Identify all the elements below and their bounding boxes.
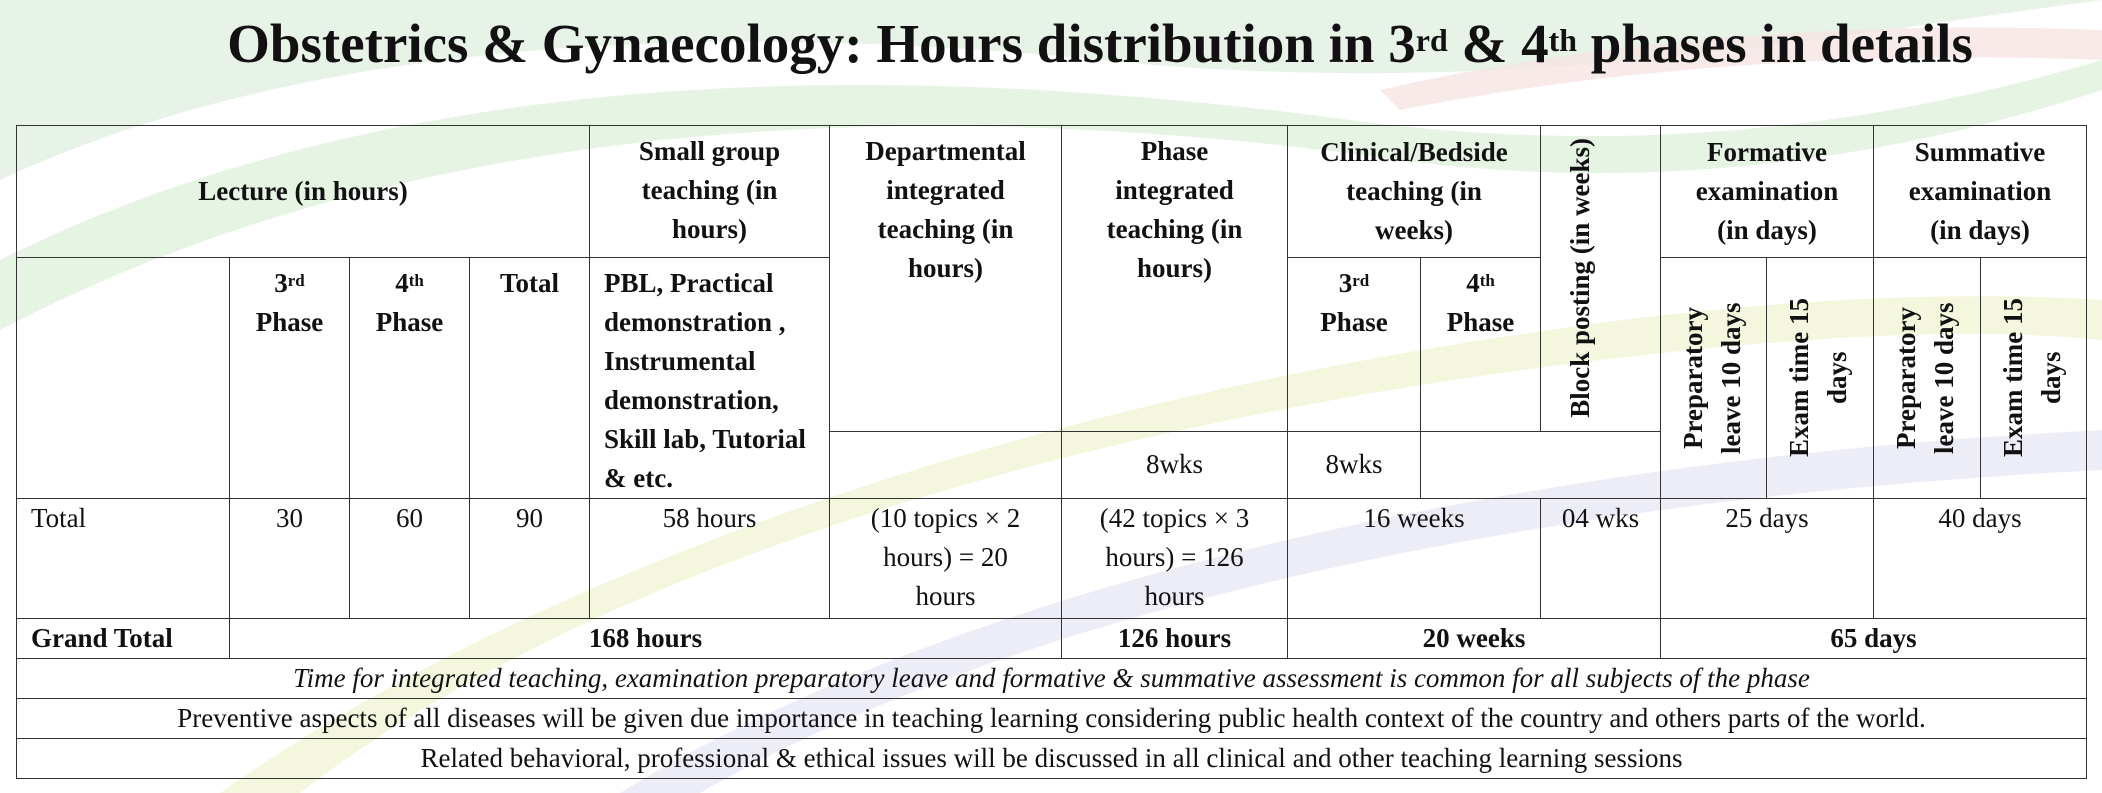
note-integrated: Time for integrated teaching, examination preparatory leave and formative & summative assessment is common for all subjects of the phase [17, 659, 2087, 699]
clinical-4th-weeks: 8wks [1288, 431, 1421, 498]
total-small-group: 58 hours [590, 499, 830, 619]
clinical-header: Clinical/Bedside teaching (in weeks) [1288, 126, 1541, 258]
lecture-3rd-phase-header: 3rd Phase [230, 258, 350, 499]
note-behavioral-row [17, 739, 2087, 779]
page-title: Obstetrics & Gynaecology: Hours distribution in 3rd & 4th phases in details [227, 13, 1973, 74]
summative-header: Summative examination (in days) [1874, 126, 2087, 258]
hours-distribution-table [16, 125, 2087, 779]
grand-total-days: 65 days [1661, 619, 2087, 659]
lecture-total-header: Total [470, 258, 590, 499]
total-lecture-3rd: 30 [230, 499, 350, 619]
summative-prep-cell: Preparatory leave 10 days [1874, 258, 1981, 499]
phase-integrated-header: Phase integrated teaching (in hours) [1062, 126, 1288, 432]
total-clinical: 16 weeks [1288, 499, 1541, 619]
note-integrated-row [17, 659, 2087, 699]
formative-exam-cell: Exam time 15 days [1767, 258, 1874, 499]
grand-total-label: Grand Total [17, 619, 230, 659]
formative-header: Formative examination (in days) [1661, 126, 1874, 258]
note-preventive: Preventive aspects of all diseases will be given due importance in teaching learning considering public health context of the country and others parts of the world. [17, 699, 2087, 739]
total-phase-integrated: (42 topics × 3 hours) = 126 hours [1062, 499, 1288, 619]
lecture-4th-phase-header: 4th Phase [350, 258, 470, 499]
block-posting-header: Block posting (in weeks) [1541, 126, 1661, 432]
note-preventive-row [17, 699, 2087, 739]
grand-total-row [17, 619, 2087, 659]
clinical-4th-phase-header: 4th Phase [1421, 258, 1541, 432]
clinical-3rd-phase-header: 3rd Phase [1288, 258, 1421, 432]
departmental-header: Departmental integrated teaching (in hours) [830, 126, 1062, 432]
formative-prep-cell: Preparatory leave 10 days [1661, 258, 1767, 499]
header-row [17, 126, 2087, 258]
total-block: 04 wks [1541, 499, 1661, 619]
small-group-detail: PBL, Practical demonstration , Instrumental demonstration, Skill lab, Tutorial & etc. [590, 258, 830, 499]
total-departmental: (10 topics × 2 hours) = 20 hours [830, 499, 1062, 619]
grand-total-weeks: 20 weeks [1288, 619, 1661, 659]
total-label: Total [17, 499, 230, 619]
lecture-header: Lecture (in hours) [17, 126, 590, 258]
small-group-header: Small group teaching (in hours) [590, 126, 830, 258]
grand-total-168-hours: 168 hours [230, 619, 1062, 659]
total-formative: 25 days [1661, 499, 1874, 619]
total-lecture-4th: 60 [350, 499, 470, 619]
total-summative: 40 days [1874, 499, 2087, 619]
summative-exam-cell: Exam time 15 days [1981, 258, 2087, 499]
phase-integrated-blank-cell [830, 431, 1062, 498]
total-row [17, 499, 2087, 619]
lecture-blank-cell [17, 258, 230, 499]
total-lecture-total: 90 [470, 499, 590, 619]
grand-total-126-hours: 126 hours [1062, 619, 1288, 659]
clinical-3rd-weeks: 8wks [1062, 431, 1288, 498]
note-behavioral: Related behavioral, professional & ethical issues will be discussed in all clinical and other teaching learning sessions [17, 739, 2087, 779]
